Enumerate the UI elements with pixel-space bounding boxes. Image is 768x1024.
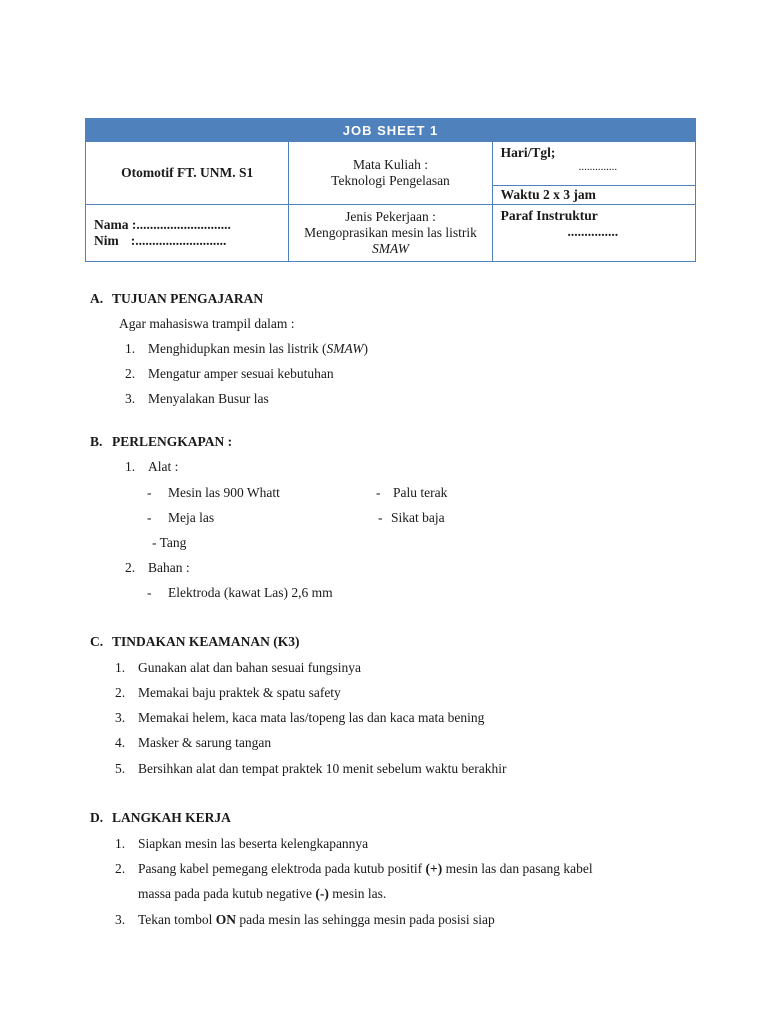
waktu-cell: Waktu 2 x 3 jam [492,186,695,205]
section-b-heading: B. PERLENGKAPAN : [90,434,233,449]
jenis-pekerjaan-cell [289,205,492,262]
job-sheet-title: JOB SHEET 1 [86,119,696,142]
alat-label: 1. Alat : [125,459,179,474]
mata-kuliah-value: Teknologi Pengelasan [331,173,450,188]
section-c-heading: C. TINDAKAN KEAMANAN (K3) [90,634,300,649]
institution-cell: Otomotif FT. UNM. S1 [86,142,289,205]
bahan-item: - Elektroda (kawat Las) 2,6 mm [147,585,333,600]
hari-tgl-label: Hari/Tgl; [500,145,556,160]
section-a-item: 1. Menghidupkan mesin las listrik (SMAW) [125,341,368,356]
hari-tgl-cell [492,142,695,186]
section-a-item: 2. Mengatur amper sesuai kebutuhan [125,366,334,381]
section-d-step: 1. Siapkan mesin las beserta kelengkapannya [115,836,369,851]
section-c-item: 2. Memakai baju praktek & spatu safety [115,685,341,700]
section-d-step-continuation: massa pada pada kutub negative (-) mesin las. [138,886,387,901]
hari-tgl-dots: .............. [578,161,618,173]
section-d-heading: D. LANGKAH KERJA [90,810,231,825]
section-c-item: 4. Masker & sarung tangan [115,735,272,750]
mata-kuliah-label: Mata Kuliah : [353,157,428,172]
section-a-intro: Agar mahasiswa trampil dalam : [119,316,295,331]
job-sheet-header-table [85,118,696,262]
paraf-instruktur-dots: ............... [567,224,619,239]
alat-item: - Sikat baja [378,510,445,525]
section-c-item: 5. Bersihkan alat dan tempat praktek 10 menit sebelum waktu berakhir [115,761,507,776]
section-c-item: 1. Gunakan alat dan bahan sesuai fungsinya [115,660,362,675]
alat-item: - Mesin las 900 Whatt [147,485,280,500]
jenis-pekerjaan-label: Jenis Pekerjaan : [345,209,436,224]
bahan-label: 2. Bahan : [125,560,190,575]
mata-kuliah-cell [289,142,492,205]
alat-item: - Meja las [147,510,215,525]
paraf-instruktur-label: Paraf Instruktur [500,208,598,223]
jenis-pekerjaan-value: Mengoprasikan mesin las listrik SMAW [304,225,477,256]
section-d-step: 2. Pasang kabel pemegang elektroda pada kutub positif (+) mesin las dan pasang kabel [115,861,593,876]
alat-item: - Tang [152,535,187,550]
section-a-item: 3. Menyalakan Busur las [125,391,269,406]
section-d-step: 3. Tekan tombol ON pada mesin las sehingga mesin pada posisi siap [115,912,495,927]
nim-value: :........................... [130,233,227,248]
section-a-heading: A. TUJUAN PENGAJARAN [90,291,264,306]
section-c-item: 3. Memakai helem, kaca mata las/topeng las dan kaca mata bening [115,710,485,725]
nama-nim-cell [86,205,289,262]
paraf-instruktur-cell [492,205,695,262]
alat-item: - Palu terak [376,485,448,500]
nim-label: Nim [94,233,119,248]
nim-field [94,233,288,249]
nama-field: Nama :............................ [94,217,231,232]
